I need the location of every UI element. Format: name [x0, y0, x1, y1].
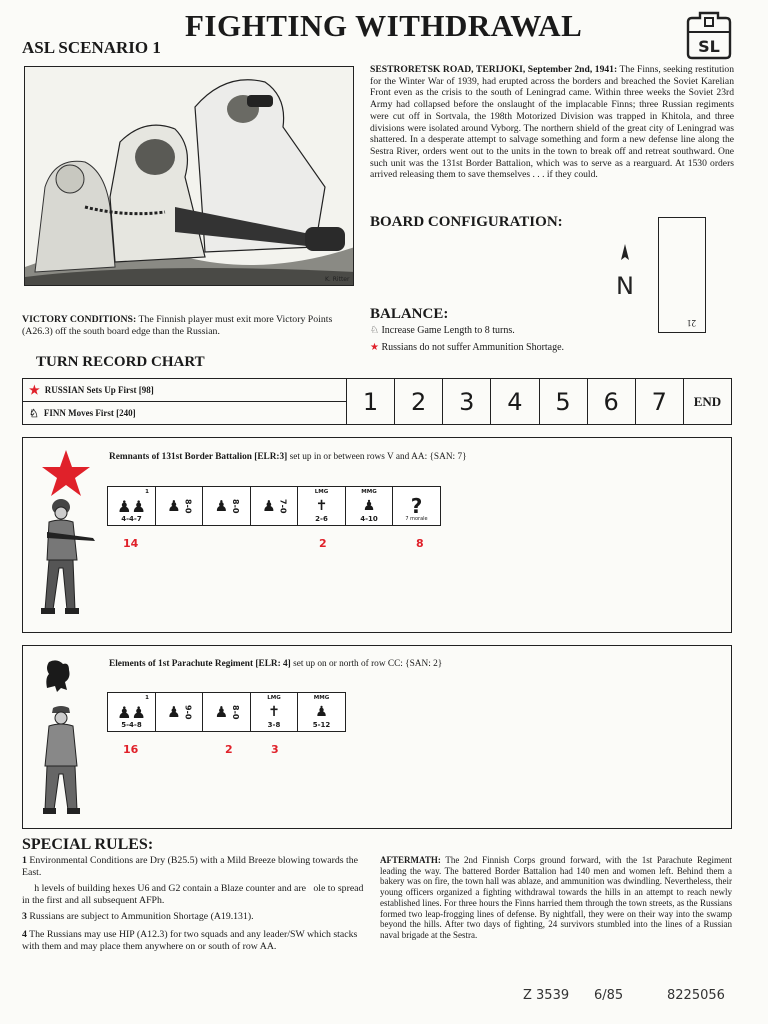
- finnish-mmg-counter: MMG ♟ 5-12: [297, 692, 346, 732]
- asl-logo-icon: [686, 10, 732, 60]
- historical-photo: [24, 66, 354, 286]
- russian-star-icon: [41, 448, 91, 498]
- board-diagram: [658, 217, 706, 333]
- footer-code: Z 3539: [523, 988, 570, 1003]
- north-arrow-icon: [614, 244, 636, 304]
- intro-lead: SESTRORETSK ROAD, TERIJOKI, September 2nd, 1941:: [370, 64, 618, 75]
- footer-date: 6/85: [594, 988, 624, 1003]
- finnish-qty-squads: 16: [123, 743, 139, 756]
- russian-squad-counter: 1 ♟♟ 4-4-7: [107, 486, 156, 526]
- turn-7: 7: [636, 379, 684, 424]
- finnish-qty-lmg: 3: [271, 743, 279, 756]
- finnish-counters: [107, 692, 345, 732]
- russian-qty-squads: 14: [123, 537, 139, 550]
- finnish-lion-icon: ♘: [29, 407, 39, 420]
- russian-unknown-counter: ? 7 morale: [392, 486, 441, 526]
- victory-conditions: [22, 314, 356, 337]
- finnish-oob-header: [109, 659, 442, 669]
- board-number: 21: [687, 318, 696, 328]
- turn-2: 2: [395, 379, 443, 424]
- russian-oob-header: [109, 452, 467, 462]
- turn-5: 5: [540, 379, 588, 424]
- russian-setup-row: [23, 379, 346, 401]
- russian-oob-text: set up in or between rows V and AA: {SAN: 7}: [287, 452, 467, 462]
- special-rule-4: 4 The Russians may use HIP (A12.3) for two squads and any leader/SW which stacks with them and may place them anywhere on or south of row AA.: [22, 929, 358, 952]
- photo-signature: K. Ritter: [325, 276, 350, 283]
- turn-record-chart: [22, 378, 732, 425]
- balance-russian: [370, 342, 564, 353]
- intro-text: The Finns, seeking restitution for the Winter War of 1939, had erupted across the borders and breached the Soviet Karelian Front even as the crisis to the south of Leningrad came. Within three weeks the Soviet 23rd Army had collapsed before the onslaught of the implacable Finns; three Russian regiments were cut off in Sortvala, the 198th Motorized Division was trapped in Khitola, and three divisions were isolated around Vyborg. The northern shield of the great city of Leningrad was shattered. In a desperate attempt to salvage something and form a new defense line along the Sestra River, orders went out to the units in the town to break off and retreat southward. One such unit was the 131st Border Battalion, which was to serve as a rearguard. At 1530 orders arrived releasing them to save themselves . . . if they could.: [370, 64, 735, 181]
- finn-moves-row: [23, 401, 346, 424]
- balance-heading: BALANCE:: [370, 306, 449, 322]
- russian-leader-counter: ♟ 7-0: [250, 486, 299, 526]
- russian-mmg-counter: MMG ♟ 4-10: [345, 486, 394, 526]
- aftermath: [380, 855, 732, 941]
- finnish-leader-counter: ♟ 9-0: [155, 692, 204, 732]
- russian-counters: [107, 486, 440, 526]
- special-rule-3: 3 Russians are subject to Ammunition Shortage (A19.131).: [22, 911, 254, 922]
- russian-oob-title: Remnants of 131st Border Battalion [ELR:3]: [109, 452, 288, 462]
- russian-lmg-counter: LMG ✝ 2-6: [297, 486, 346, 526]
- balance-russian-text: Russians do not suffer Ammunition Shortage.: [381, 342, 565, 353]
- finnish-lmg-counter: LMG ✝ 3-8: [250, 692, 299, 732]
- russian-qty-unknown: 8: [416, 537, 424, 550]
- finnish-qty-leaders: 2: [225, 743, 233, 756]
- balance-finn-text: Increase Game Length to 8 turns.: [381, 325, 515, 336]
- scenario-number: ASL SCENARIO 1: [22, 38, 161, 57]
- turn-3: 3: [443, 379, 491, 424]
- turn-record-heading: TURN RECORD CHART: [36, 354, 205, 370]
- russian-qty-lmg: 2: [319, 537, 327, 550]
- scenario-title: FIGHTING WITHDRAWAL: [185, 8, 583, 43]
- finnish-squad-counter: 1 ♟♟ 5-4-8: [107, 692, 156, 732]
- russian-soldier-icon: [33, 498, 103, 618]
- turn-sides: [23, 379, 347, 424]
- finnish-lion-icon: [43, 658, 73, 692]
- victory-label: VICTORY CONDITIONS:: [22, 314, 137, 325]
- russian-leader-counter: ♟ 8-0: [155, 486, 204, 526]
- russian-star-icon: ★: [29, 382, 40, 397]
- finnish-soldier-icon: [37, 704, 87, 818]
- victory-text: The Finnish player must exit more Victory Points (A26.3) off the south board edge than the Russian.: [22, 314, 333, 337]
- finnish-leader-counter: ♟ 8-0: [202, 692, 251, 732]
- finnish-oob-panel: [22, 645, 732, 829]
- finnish-oob-text: set up on or north of row CC: {SAN: 2}: [290, 659, 443, 669]
- special-rule-1: 1 Environmental Conditions are Dry (B25.5) with a Mild Breeze blowing towards the East.: [22, 855, 359, 878]
- aftermath-text: The 2nd Finnish Corps ground forward, with the 1st Parachute Regiment leading the way. The battered Border Battalion had 140 men and women left. Behind them a bakery was on fire, the town hall was ablaze, and ammunition was dwindling. Nevertheless, their young officers organized a fighting withdrawal towards the hills in an attempt to reach newly established lines. For three hours the Finns harried them through the town streets, as the Russians formed two leap-frogging lines of defense. By nightfall, they were on their way into the swamp beyond the hills. After two days of fighting, 24 survivors stumbled into the lines of a Russian naval brigade at the Sestra.: [380, 855, 732, 940]
- scenario-introduction: [370, 64, 734, 181]
- special-rules-heading: SPECIAL RULES:: [22, 836, 154, 853]
- finnish-lion-icon: ♘: [370, 325, 379, 336]
- footer-number: 8225056: [667, 988, 725, 1003]
- russian-leader-counter: ♟ 8-0: [202, 486, 251, 526]
- north-label: N: [616, 272, 634, 300]
- russian-star-icon: ★: [370, 342, 379, 353]
- board-configuration-heading: BOARD CONFIGURATION:: [370, 214, 563, 230]
- finn-moves-text: FINN Moves First [240]: [43, 408, 136, 418]
- russian-setup-text: RUSSIAN Sets Up First [98]: [44, 385, 154, 395]
- russian-oob-panel: [22, 437, 732, 633]
- turn-4: 4: [491, 379, 539, 424]
- turn-6: 6: [588, 379, 636, 424]
- turn-1: 1: [347, 379, 395, 424]
- logo-text: SL: [698, 37, 720, 56]
- aftermath-label: AFTERMATH:: [380, 855, 441, 865]
- turn-end: END: [693, 393, 722, 409]
- special-rule-2: h levels of building hexes U6 and G2 contain a Blaze counter and are ole to spread in the first and all subsequent AFPh.: [22, 883, 364, 906]
- balance-finn: [370, 325, 515, 336]
- finnish-oob-title: Elements of 1st Parachute Regiment [ELR: 4]: [109, 659, 291, 669]
